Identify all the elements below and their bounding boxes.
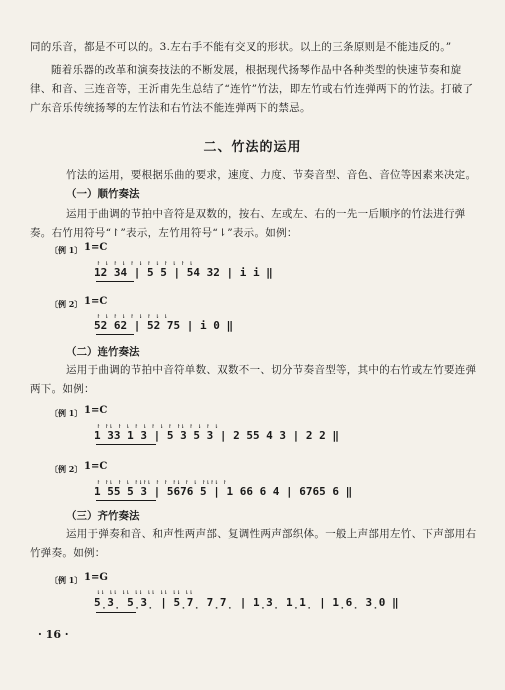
example-label: 〔例 2〕 — [50, 299, 83, 309]
numbered-score: 1 55 5 3 | 5676 5 | 1 66 6 4 | 6765 6 ‖ — [94, 485, 353, 498]
subheading-shunzhu: （一）顺竹奏法 — [66, 188, 140, 200]
beam-line — [96, 444, 156, 445]
paragraph-lianzhu-intro: 随着乐器的改革和演奏技法的不断发展，根据现代扬琴作品中各种类型的快速节奏和旋律、和音、三连音等，王沂甫先生总结了“连竹”竹法，即左竹或右竹连弹两下的竹法。打破了广东音乐传统扬琴的左竹法和右竹法不能连弹两下的禁忌。 — [30, 64, 474, 114]
paragraph-quote-end: 同的乐音，都是不可以的。3.左右手不能有交叉的形状。以上的三条原则是不能违反的。” — [30, 41, 452, 53]
stroke-marks: ↾ ↾⇂ ↾ ⇂ ↾⇂↾⇂ ↾ ↾ ↾⇂ ↾ ⇂ ↾⇂↾⇂ ↾ — [96, 478, 227, 486]
beam-line — [96, 500, 156, 501]
beam-line — [96, 334, 134, 335]
numbered-score: 12 34 | 5 5 | 54 32 | i i ‖ — [94, 266, 273, 279]
key-signature: 1=C — [84, 296, 108, 307]
paragraph-lianzhu: 运用于曲调的节拍中音符单数、双数不一、切分节奏音型等，其中的右竹或左竹要连弹两下。如例： — [30, 364, 477, 395]
example-label: 〔例 2〕 — [50, 464, 83, 474]
page-number: · 16 · — [38, 628, 69, 641]
subheading-qizhu: （三）齐竹奏法 — [66, 510, 140, 522]
example-label: 〔例 1〕 — [50, 408, 83, 418]
paragraph-usage: 竹法的运用，要根据乐曲的要求，速度、力度、节奏音型、音色、音位等因素来决定。 — [66, 169, 477, 181]
key-signature: 1=C — [84, 461, 108, 472]
example-label: 〔例 1〕 — [50, 245, 83, 255]
beam-line — [96, 612, 136, 613]
numbered-score: 1 33 1 3 | 5 3 5 3 | 2 55 4 3 | 2 2 ‖ — [94, 429, 340, 442]
stroke-marks: ⇂⇂ ⇂⇂ ⇂⇂ ⇂⇂ ⇂⇂ ⇂⇂ ⇂⇂ ⇂⇂ — [96, 588, 193, 596]
key-signature: 1=C — [84, 242, 108, 253]
stroke-marks: ↾ ↾⇂ ↾ ⇂ ↾ ⇂ ↾ ⇂ ↾ ↾⇂ ↾ ⇂ ↾ ⇂ — [96, 422, 219, 430]
numbered-score: 52 62 | 52 75 | i 0 ‖ — [94, 319, 234, 332]
paragraph-qizhu: 运用于弹奏和音、和声性两声部、复调性两声部织体。一般上声部用左竹、下声部用右竹弹奏。如例： — [30, 528, 477, 559]
beam-line — [96, 281, 134, 282]
stroke-marks: ↾ ⇂ ↾ ⇂ ↾ ⇂ ↾ ⇂ ⇂ — [96, 312, 168, 320]
key-signature: 1=C — [84, 405, 108, 416]
section-title: 二、竹法的运用 — [203, 140, 302, 155]
numbered-score: 5̣3̣ 5̣3̣ | 5̣7̣ 7̣7̣ | 1̣3̣ 1̣1̣ | 1̣6̣ 3̣0 ‖ — [94, 596, 399, 609]
stroke-marks: ↾ ⇂ ↾ ⇂ ↾ ⇂ ↾ ⇂ ↾ ⇂ ↾ ⇂ — [96, 259, 193, 267]
paragraph-shunzhu: 运用于曲调的节拍中音符是双数的，按右、左或左、右的一先一后顺序的竹法进行弹奏。右竹用符号“↾”表示，左竹用符号“⇂”表示。如例： — [30, 208, 466, 239]
key-signature: 1=G — [84, 572, 108, 583]
example-label: 〔例 1〕 — [50, 575, 83, 585]
subheading-lianzhu: （二）连竹奏法 — [66, 346, 140, 358]
